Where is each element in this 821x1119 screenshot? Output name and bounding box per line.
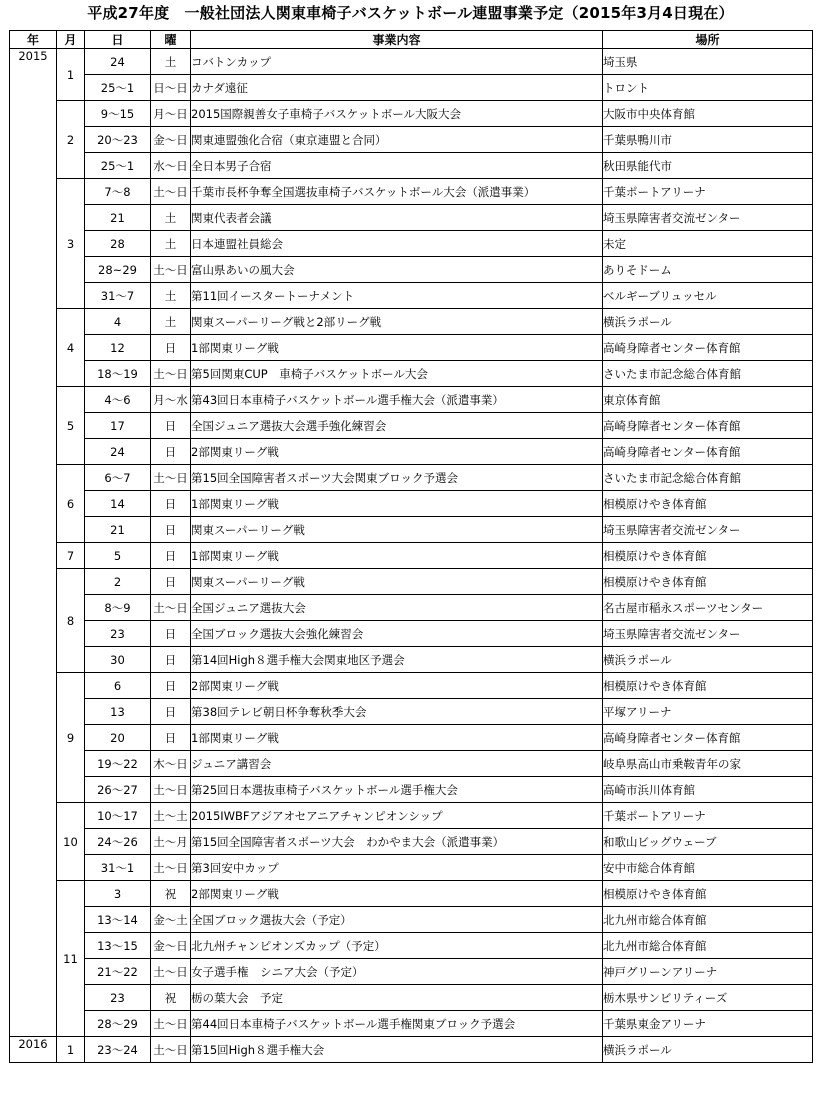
place-cell: ベルギーブリュッセル: [603, 283, 813, 309]
day-cell: 24: [85, 49, 151, 75]
event-cell: 関東スーパーリーグ戦: [191, 517, 603, 543]
header-weekday: 曜: [151, 31, 191, 49]
table-row: [10, 309, 813, 335]
place-cell: 名古屋市稲永スポーツセンター: [603, 595, 813, 621]
event-cell: 女子選手権 シニア大会（予定）: [191, 959, 603, 985]
place-cell: さいたま市記念総合体育館: [603, 361, 813, 387]
table-row: [10, 933, 813, 959]
weekday-cell: 祝: [151, 881, 191, 907]
event-cell: 1部関東リーグ戦: [191, 725, 603, 751]
place-cell: 埼玉県障害者交流ゼンター: [603, 517, 813, 543]
event-cell: 2015国際親善女子車椅子バスケットボール大阪大会: [191, 101, 603, 127]
event-cell: カナダ遠征: [191, 75, 603, 101]
table-row: [10, 231, 813, 257]
table-row: [10, 465, 813, 491]
weekday-cell: 土: [151, 283, 191, 309]
place-cell: 埼玉県: [603, 49, 813, 75]
place-cell: 和歌山ビッグウェーブ: [603, 829, 813, 855]
weekday-cell: 日: [151, 413, 191, 439]
weekday-cell: 日: [151, 335, 191, 361]
weekday-cell: 日: [151, 517, 191, 543]
event-cell: 関東スーパーリーグ戦: [191, 569, 603, 595]
day-cell: 20～23: [85, 127, 151, 153]
month-cell: 2: [57, 101, 85, 179]
place-cell: 横浜ラポール: [603, 1037, 813, 1063]
month-cell: 1: [57, 49, 85, 101]
day-cell: 23: [85, 621, 151, 647]
day-cell: 31～1: [85, 855, 151, 881]
weekday-cell: 月～日: [151, 101, 191, 127]
event-cell: 日本連盟社員総会: [191, 231, 603, 257]
table-row: [10, 699, 813, 725]
place-cell: 千葉県鴨川市: [603, 127, 813, 153]
header-row: [10, 31, 813, 49]
event-cell: 第3回安中カップ: [191, 855, 603, 881]
place-cell: 高崎身障者センター体育館: [603, 725, 813, 751]
weekday-cell: 土～日: [151, 855, 191, 881]
day-cell: 25～1: [85, 153, 151, 179]
table-row: [10, 881, 813, 907]
table-row: [10, 101, 813, 127]
place-cell: 千葉ポートアリーナ: [603, 803, 813, 829]
day-cell: 2: [85, 569, 151, 595]
month-cell: 7: [57, 543, 85, 569]
event-cell: 北九州チャンピオンズカップ（予定）: [191, 933, 603, 959]
event-cell: 第11回イースタートーナメント: [191, 283, 603, 309]
event-cell: 2部関東リーグ戦: [191, 673, 603, 699]
place-cell: 北九州市総合体育館: [603, 907, 813, 933]
event-cell: 第15回全国障害者スポーツ大会関東ブロック予選会: [191, 465, 603, 491]
place-cell: 平塚アリーナ: [603, 699, 813, 725]
table-row: [10, 569, 813, 595]
weekday-cell: 日: [151, 439, 191, 465]
table-row: [10, 153, 813, 179]
weekday-cell: 土～日: [151, 465, 191, 491]
place-cell: 千葉ポートアリーナ: [603, 179, 813, 205]
place-cell: トロント: [603, 75, 813, 101]
event-cell: 2015IWBFアジアオセアニアチャンピオンシップ: [191, 803, 603, 829]
event-cell: 2部関東リーグ戦: [191, 439, 603, 465]
place-cell: 横浜ラポール: [603, 309, 813, 335]
place-cell: 高崎身障者センター体育館: [603, 413, 813, 439]
event-cell: 第15回High８選手権大会: [191, 1037, 603, 1063]
weekday-cell: 土: [151, 309, 191, 335]
table-row: [10, 361, 813, 387]
day-cell: 21: [85, 205, 151, 231]
event-cell: 関東連盟強化合宿（東京連盟と合同）: [191, 127, 603, 153]
day-cell: 21: [85, 517, 151, 543]
weekday-cell: 日: [151, 569, 191, 595]
day-cell: 9～15: [85, 101, 151, 127]
day-cell: 13～15: [85, 933, 151, 959]
header-year: 年: [10, 31, 57, 49]
event-cell: 全国ブロック選抜大会（予定）: [191, 907, 603, 933]
weekday-cell: 土～土: [151, 803, 191, 829]
weekday-cell: 土: [151, 205, 191, 231]
event-cell: 栃の葉大会 予定: [191, 985, 603, 1011]
table-row: [10, 335, 813, 361]
table-row: [10, 543, 813, 569]
weekday-cell: 日: [151, 725, 191, 751]
weekday-cell: 土: [151, 231, 191, 257]
weekday-cell: 金～土: [151, 907, 191, 933]
day-cell: 20: [85, 725, 151, 751]
day-cell: 4: [85, 309, 151, 335]
year-cell: 2015: [10, 49, 57, 1037]
month-cell: 8: [57, 569, 85, 673]
event-cell: 全日本男子合宿: [191, 153, 603, 179]
table-row: [10, 257, 813, 283]
header-place: 場所: [603, 31, 813, 49]
header-month: 月: [57, 31, 85, 49]
day-cell: 23: [85, 985, 151, 1011]
table-row: [10, 803, 813, 829]
day-cell: 19～22: [85, 751, 151, 777]
day-cell: 6: [85, 673, 151, 699]
table-row: [10, 673, 813, 699]
place-cell: 岐阜県高山市乗鞍青年の家: [603, 751, 813, 777]
place-cell: 高崎身障者センター体育館: [603, 439, 813, 465]
weekday-cell: 日: [151, 621, 191, 647]
table-row: [10, 959, 813, 985]
month-cell: 4: [57, 309, 85, 387]
place-cell: 東京体育館: [603, 387, 813, 413]
weekday-cell: 日～日: [151, 75, 191, 101]
year-cell: 2016: [10, 1037, 57, 1063]
place-cell: 神戸グリーンアリーナ: [603, 959, 813, 985]
table-row: [10, 1011, 813, 1037]
day-cell: 6～7: [85, 465, 151, 491]
day-cell: 8～9: [85, 595, 151, 621]
weekday-cell: 土～月: [151, 829, 191, 855]
place-cell: 未定: [603, 231, 813, 257]
schedule-table: [9, 30, 813, 1063]
weekday-cell: 土～日: [151, 777, 191, 803]
weekday-cell: 土～日: [151, 361, 191, 387]
event-cell: 第14回High８選手権大会関東地区予選会: [191, 647, 603, 673]
header-event: 事業内容: [191, 31, 603, 49]
month-cell: 5: [57, 387, 85, 465]
event-cell: 1部関東リーグ戦: [191, 491, 603, 517]
event-cell: 第43回日本車椅子バスケットボール選手権大会（派遣事業）: [191, 387, 603, 413]
weekday-cell: 日: [151, 673, 191, 699]
table-row: [10, 491, 813, 517]
table-row: [10, 283, 813, 309]
day-cell: 12: [85, 335, 151, 361]
place-cell: ありそドーム: [603, 257, 813, 283]
day-cell: 28~29: [85, 257, 151, 283]
event-cell: 千葉市長杯争奪全国選抜車椅子バスケットボール大会（派遣事業）: [191, 179, 603, 205]
table-row: [10, 829, 813, 855]
table-row: [10, 179, 813, 205]
weekday-cell: 土～日: [151, 179, 191, 205]
day-cell: 30: [85, 647, 151, 673]
event-cell: 2部関東リーグ戦: [191, 881, 603, 907]
event-cell: 第5回関東CUP 車椅子バスケットボール大会: [191, 361, 603, 387]
table-row: [10, 907, 813, 933]
table-row: [10, 985, 813, 1011]
place-cell: 相模原けやき体育館: [603, 569, 813, 595]
day-cell: 5: [85, 543, 151, 569]
day-cell: 17: [85, 413, 151, 439]
day-cell: 21～22: [85, 959, 151, 985]
event-cell: 第38回テレビ朝日杯争奪秋季大会: [191, 699, 603, 725]
month-cell: 10: [57, 803, 85, 881]
day-cell: 26～27: [85, 777, 151, 803]
day-cell: 3: [85, 881, 151, 907]
day-cell: 24: [85, 439, 151, 465]
day-cell: 24～26: [85, 829, 151, 855]
day-cell: 31～7: [85, 283, 151, 309]
event-cell: 1部関東リーグ戦: [191, 335, 603, 361]
weekday-cell: 土～日: [151, 959, 191, 985]
day-cell: 4～6: [85, 387, 151, 413]
month-cell: 3: [57, 179, 85, 309]
place-cell: 大阪市中央体育館: [603, 101, 813, 127]
table-row: [10, 1037, 813, 1063]
month-cell: 9: [57, 673, 85, 803]
place-cell: 横浜ラポール: [603, 647, 813, 673]
weekday-cell: 日: [151, 647, 191, 673]
place-cell: 相模原けやき体育館: [603, 491, 813, 517]
table-row: [10, 49, 813, 75]
weekday-cell: 日: [151, 543, 191, 569]
weekday-cell: 祝: [151, 985, 191, 1011]
event-cell: ジュニア講習会: [191, 751, 603, 777]
table-row: [10, 621, 813, 647]
day-cell: 13: [85, 699, 151, 725]
table-row: [10, 413, 813, 439]
event-cell: 全国ブロック選抜大会強化練習会: [191, 621, 603, 647]
place-cell: 埼玉県障害者交流ゼンター: [603, 621, 813, 647]
table-row: [10, 387, 813, 413]
weekday-cell: 土～日: [151, 1037, 191, 1063]
document-title: 平成27年度 一般社団法人関東車椅子バスケットボール連盟事業予定（2015年3月4日現在）: [87, 4, 734, 22]
weekday-cell: 日: [151, 699, 191, 725]
weekday-cell: 土～日: [151, 1011, 191, 1037]
table-row: [10, 647, 813, 673]
event-cell: 関東スーパーリーグ戦と2部リーグ戦: [191, 309, 603, 335]
table-row: [10, 777, 813, 803]
place-cell: 相模原けやき体育館: [603, 881, 813, 907]
weekday-cell: 日: [151, 491, 191, 517]
month-cell: 1: [57, 1037, 85, 1063]
event-cell: 全国ジュニア選抜大会: [191, 595, 603, 621]
event-cell: 第44回日本車椅子バスケットボール選手権関東ブロック予選会: [191, 1011, 603, 1037]
table-row: [10, 205, 813, 231]
day-cell: 18～19: [85, 361, 151, 387]
day-cell: 13～14: [85, 907, 151, 933]
place-cell: 高崎市浜川体育館: [603, 777, 813, 803]
event-cell: 関東代表者会議: [191, 205, 603, 231]
day-cell: 7～8: [85, 179, 151, 205]
weekday-cell: 金～日: [151, 933, 191, 959]
table-row: [10, 855, 813, 881]
weekday-cell: 月～水: [151, 387, 191, 413]
weekday-cell: 金～日: [151, 127, 191, 153]
month-cell: 11: [57, 881, 85, 1037]
table-row: [10, 127, 813, 153]
event-cell: 第15回全国障害者スポーツ大会 わかやま大会（派遣事業）: [191, 829, 603, 855]
place-cell: 千葉県東金アリーナ: [603, 1011, 813, 1037]
event-cell: 全国ジュニア選抜大会選手強化練習会: [191, 413, 603, 439]
day-cell: 23～24: [85, 1037, 151, 1063]
place-cell: 北九州市総合体育館: [603, 933, 813, 959]
day-cell: 25～1: [85, 75, 151, 101]
table-row: [10, 517, 813, 543]
table-row: [10, 725, 813, 751]
place-cell: 秋田県能代市: [603, 153, 813, 179]
table-row: [10, 595, 813, 621]
place-cell: 相模原けやき体育館: [603, 543, 813, 569]
weekday-cell: 土: [151, 49, 191, 75]
place-cell: 高崎身障者センター体育館: [603, 335, 813, 361]
table-row: [10, 439, 813, 465]
day-cell: 28: [85, 231, 151, 257]
place-cell: 埼玉県障害者交流ゼンター: [603, 205, 813, 231]
header-day: 日: [85, 31, 151, 49]
place-cell: さいたま市記念総合体育館: [603, 465, 813, 491]
weekday-cell: 土～日: [151, 595, 191, 621]
weekday-cell: 土～日: [151, 257, 191, 283]
place-cell: 相模原けやき体育館: [603, 673, 813, 699]
event-cell: 富山県あいの風大会: [191, 257, 603, 283]
event-cell: コバトンカップ: [191, 49, 603, 75]
place-cell: 栃木県サンビリティーズ: [603, 985, 813, 1011]
event-cell: 1部関東リーグ戦: [191, 543, 603, 569]
event-cell: 第25回日本選抜車椅子バスケットボール選手権大会: [191, 777, 603, 803]
weekday-cell: 水～日: [151, 153, 191, 179]
schedule-body: [10, 49, 813, 1063]
month-cell: 6: [57, 465, 85, 543]
place-cell: 安中市総合体育館: [603, 855, 813, 881]
day-cell: 10～17: [85, 803, 151, 829]
day-cell: 28～29: [85, 1011, 151, 1037]
weekday-cell: 木～日: [151, 751, 191, 777]
table-row: [10, 75, 813, 101]
day-cell: 14: [85, 491, 151, 517]
table-row: [10, 751, 813, 777]
